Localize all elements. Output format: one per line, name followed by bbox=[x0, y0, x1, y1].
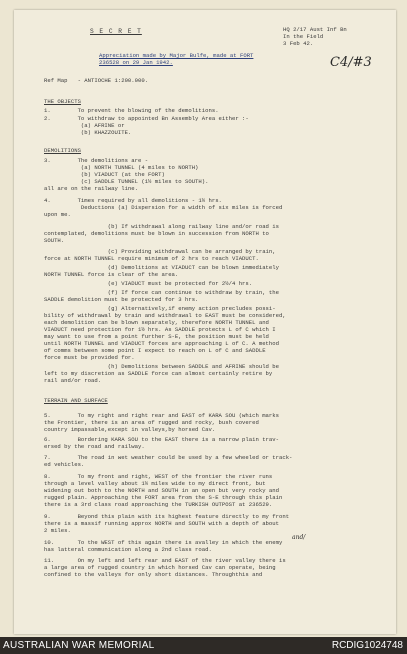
handwritten-reference: C4/#3 bbox=[330, 55, 372, 70]
body-line: there is a 3rd class road approaching the TURKISH OUTPOST at 236529. bbox=[44, 501, 273, 508]
body-line: 8. To my front and right, WEST of the frontier the river runs bbox=[44, 473, 273, 480]
body-line: 2 miles. bbox=[44, 527, 71, 534]
body-line: 1. To prevent the blowing of the demolitions. bbox=[44, 107, 219, 114]
body-line: confined to the valleys for only short distances. Throughthis and bbox=[44, 571, 263, 578]
body-line: has latteral communication along a 2nd class road. bbox=[44, 546, 212, 553]
body-line: (b) If withdrawal along railway line and/or road is bbox=[44, 223, 279, 230]
body-line: may want to use from a point further S-E, the position must be held bbox=[44, 333, 269, 340]
body-line: the Frontier, there is an area of rugged and rocky, bush covered bbox=[44, 419, 259, 426]
secret-marking: S E C R E T bbox=[90, 28, 142, 35]
section-heading: THE OBJECTS bbox=[44, 98, 81, 105]
body-line: of comms between some point I expect to reach on L of C and SADDLE bbox=[44, 347, 266, 354]
body-line: until NORTH TUNNEL and VIADUCT forces are approaching L of C. A method bbox=[44, 340, 279, 347]
body-line: rugged plain. Approaching the FORT area from the S-E through this plain bbox=[44, 494, 283, 501]
body-line: left to my discretion as SADDLE force can almost certainly retire by bbox=[44, 370, 273, 377]
body-line: (d) Demolitions at VIADUCT can be blown immediately bbox=[44, 264, 279, 271]
appreciation-line-1: Appreciation made by Major Bulfe, made at FORT bbox=[99, 52, 254, 59]
body-line: rail and/or road. bbox=[44, 377, 102, 384]
body-line: 3. The demolitions are - bbox=[44, 157, 149, 164]
body-line: country impassable,except in valleys,by horsed Cav. bbox=[44, 426, 216, 433]
body-line: VIADUCT need protection for 1½ hrs. As SADDLE protects L of C which I bbox=[44, 326, 276, 333]
body-line: (h) Demolitions between SADDLE and AFRINE should be bbox=[44, 363, 279, 370]
body-line: 10. To the WEST of this again there is avalley in which the enemy bbox=[44, 539, 283, 546]
archive-id: RCDIG1024748 bbox=[331, 640, 403, 651]
body-line: bility of withdrawal by train and withdrawal to EAST must be considered, bbox=[44, 312, 286, 319]
section-heading: TERRAIN AND SURFACE bbox=[44, 397, 108, 404]
body-line: (a) NORTH TUNNEL (4 miles to NORTH) bbox=[44, 164, 199, 171]
body-line: (c) SADDLE TUNNEL (1½ miles to SOUTH). bbox=[44, 178, 209, 185]
body-line: 4. Times required by all demolitions - 1½ hrs. bbox=[44, 197, 222, 204]
archive-name: AUSTRALIAN WAR MEMORIAL bbox=[3, 640, 155, 651]
body-line: (c) Providing withdrawal can be arranged by train, bbox=[44, 248, 276, 255]
unit-line-1: HQ 2/17 Aust Inf Bn bbox=[283, 26, 347, 33]
body-line: force at NORTH TUNNEL require minimum of 2 hrs to reach VIADUCT. bbox=[44, 255, 259, 262]
body-line: SADDLE demolition must be protected for 3 hrs. bbox=[44, 296, 199, 303]
body-line: (b) KHAZZOUITE. bbox=[44, 129, 132, 136]
body-line: (g) Alternatively,if enemy action precludes possi- bbox=[44, 305, 276, 312]
body-line: Deductions (a) Dispersion for a width of six miles is forced bbox=[44, 204, 283, 211]
body-line: widening out both to the NORTH and SOUTH in an open but very rocky and bbox=[44, 487, 279, 494]
body-line: 11. On my left and left rear and EAST of the river valley there is bbox=[44, 557, 286, 564]
body-line: 9. Beyond this plain with its highest feature directly to my front bbox=[44, 513, 290, 520]
body-line: 7. The road in wet weather could be used by a few wheeled or track- bbox=[44, 454, 293, 461]
body-line: (a) AFRINE or bbox=[44, 122, 125, 129]
body-line: (f) If force can continue to withdraw by train, the bbox=[44, 289, 279, 296]
unit-line-2: In the Field bbox=[283, 33, 324, 40]
body-line: 6. Bordering KARA SOU to the EAST there is a narrow plain trav- bbox=[44, 436, 279, 443]
body-line: 5. To my right and right rear and EAST of KARA SOU (which marks bbox=[44, 412, 279, 419]
handwritten-insertion: and/ bbox=[292, 534, 306, 541]
unit-line-3: 3 Feb 42. bbox=[283, 40, 314, 47]
body-line: (e) VIADUCT must be protected for 2½/4 hrs. bbox=[44, 280, 253, 287]
body-line: contemplated, demolitions must be blown in succession from NORTH to bbox=[44, 230, 269, 237]
body-line: (b) VIADUCT (at the FORT) bbox=[44, 171, 165, 178]
body-line: all are on the railway line. bbox=[44, 185, 138, 192]
archive-footer bbox=[0, 637, 407, 654]
body-line: ed vehicles. bbox=[44, 461, 85, 468]
body-line: SOUTH. bbox=[44, 237, 65, 244]
appreciation-line-2: 236528 on 29 Jan 1942. bbox=[99, 59, 173, 66]
body-line: 2. To withdraw to appointed Bn Assembly Area either :- bbox=[44, 115, 249, 122]
ref-map: Ref Map - ANTIOCHE 1:200.000. bbox=[44, 77, 149, 84]
section-heading: DEMOLITIONS bbox=[44, 147, 81, 154]
body-line: ersed by the road and railway. bbox=[44, 443, 145, 450]
body-line: there is a massif running approx NORTH and SOUTH with a depth of about bbox=[44, 520, 279, 527]
body-line: each demolition can be blown separately, therefore NORTH TUNNEL and bbox=[44, 319, 269, 326]
body-line: NORTH TUNNEL force is clear of the area. bbox=[44, 271, 179, 278]
body-line: upon me. bbox=[44, 211, 71, 218]
body-line: a large area of rugged country in which horsed Cav can operate, being bbox=[44, 564, 276, 571]
body-line: force must be provided for. bbox=[44, 354, 135, 361]
body-line: through a level valley about 1½ miles wide to my direct front, but bbox=[44, 480, 266, 487]
